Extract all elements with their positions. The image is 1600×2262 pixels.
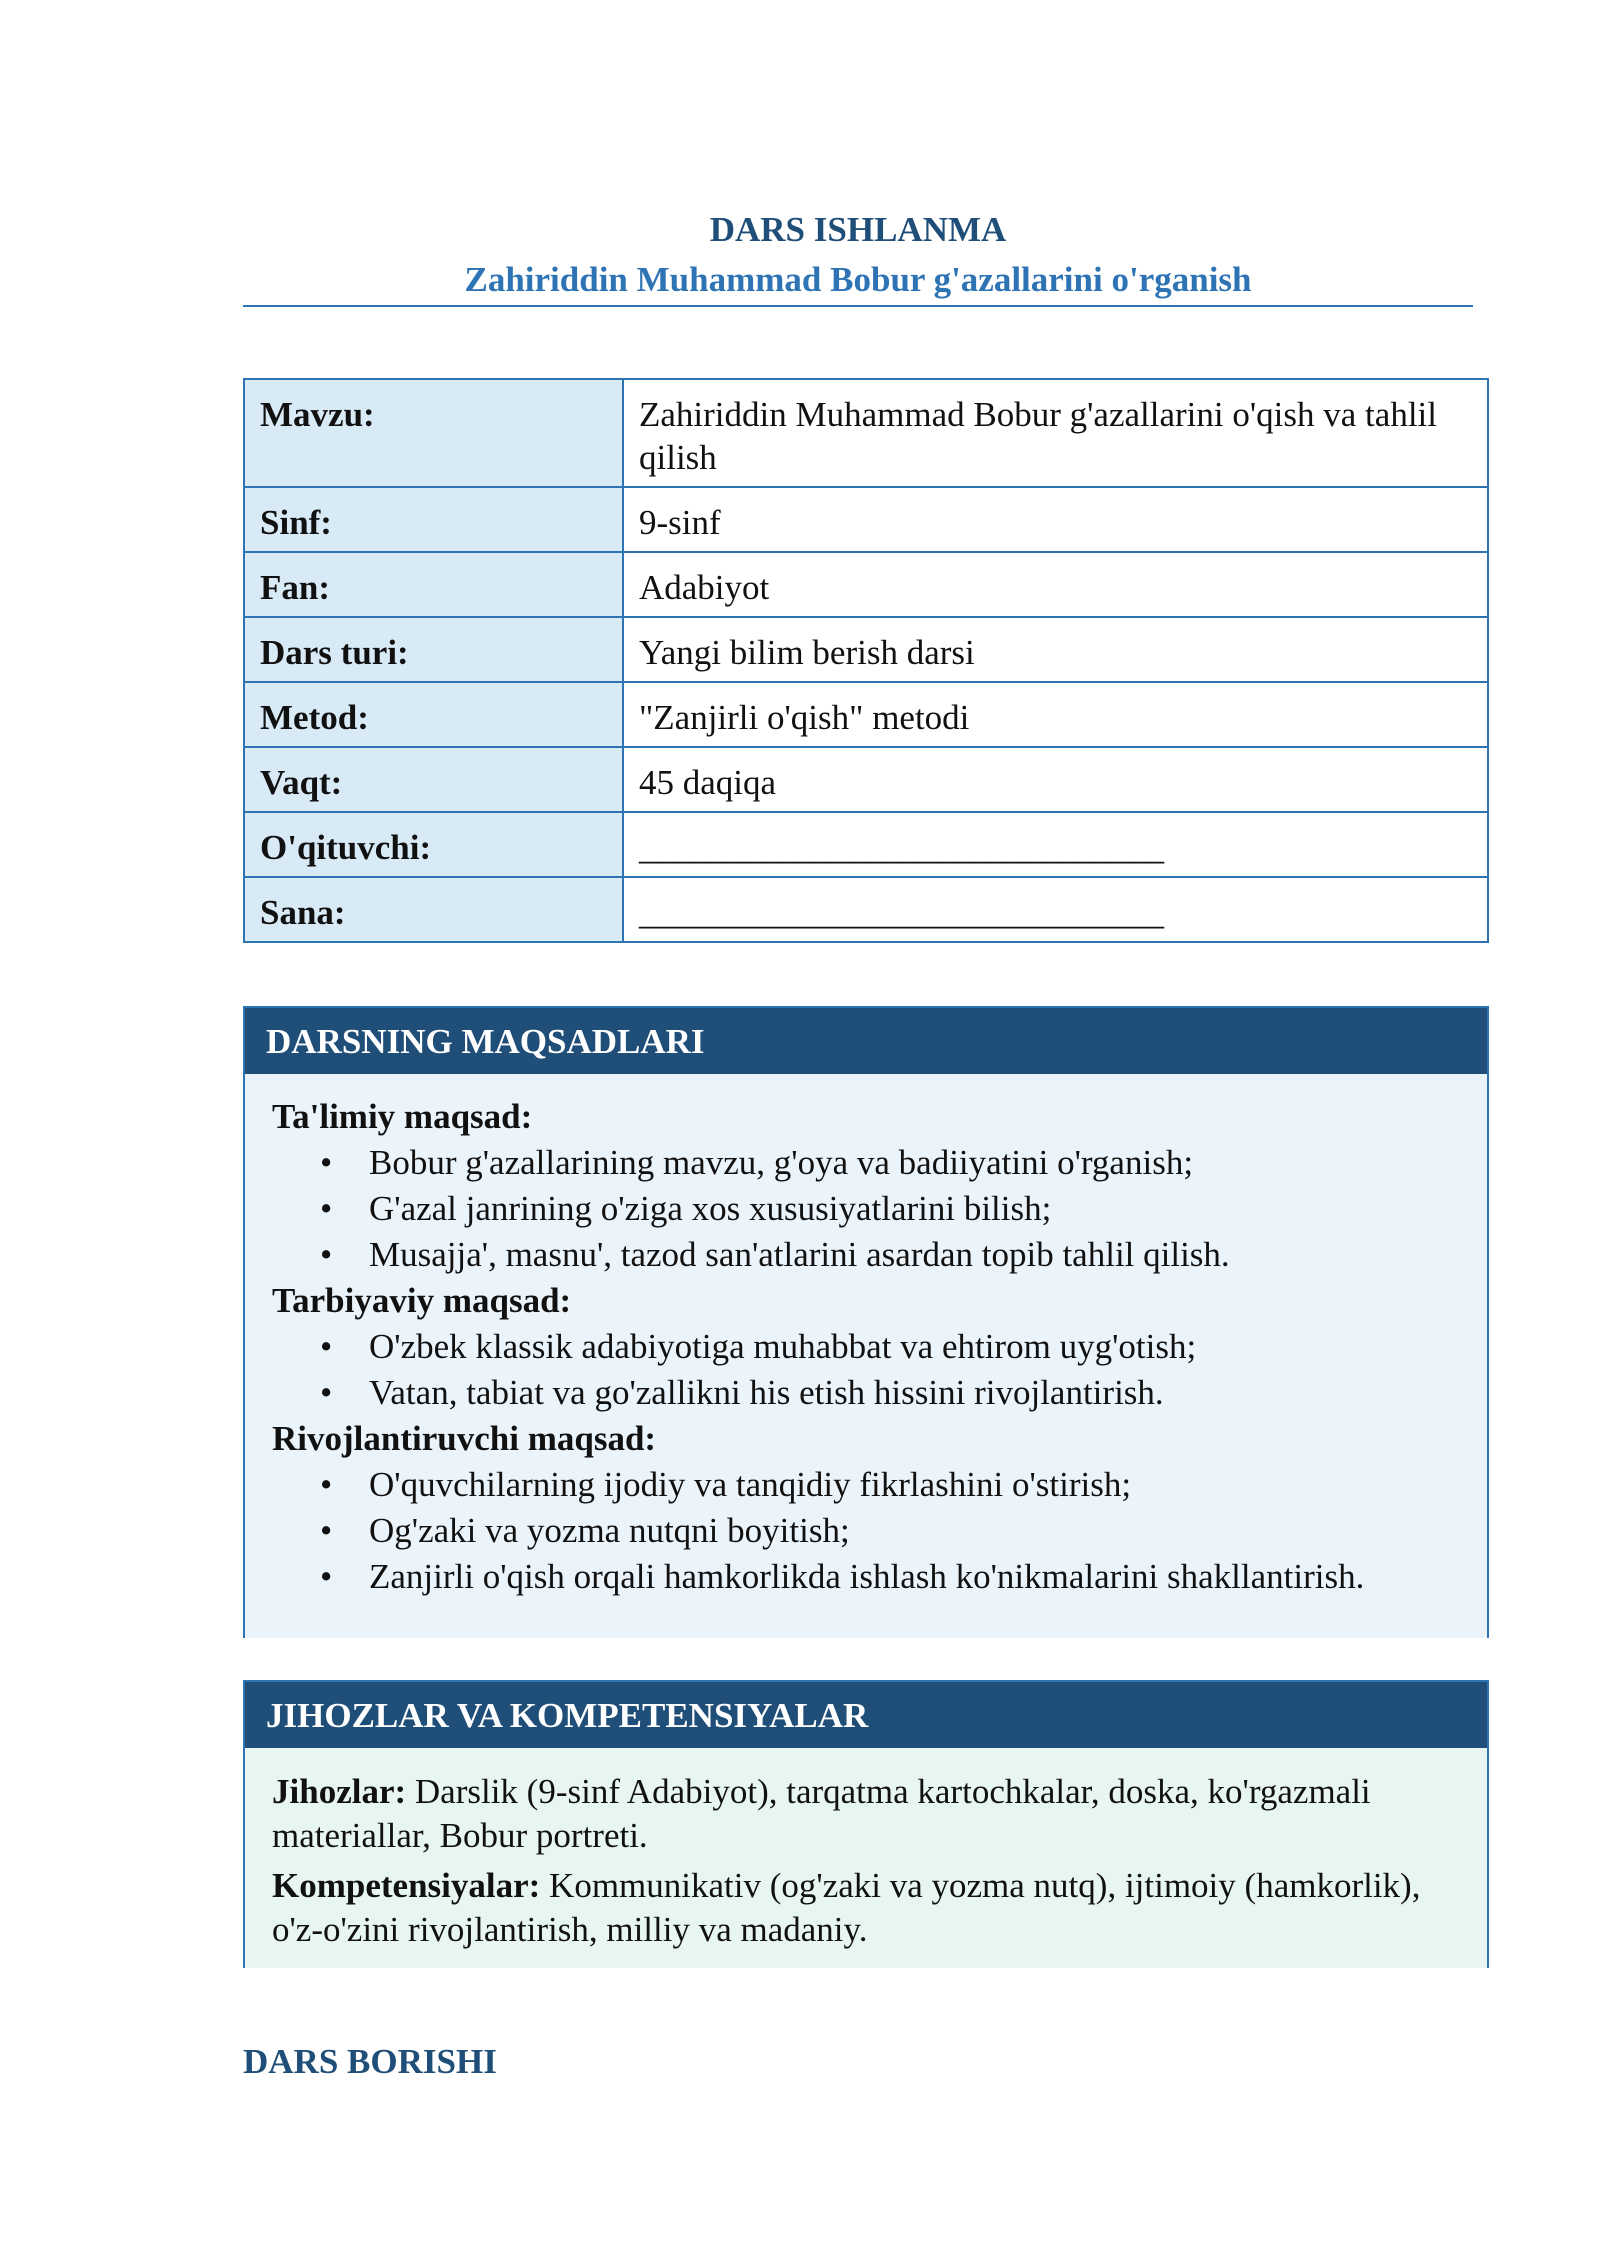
info-value-method: "Zanjirli o'qish" metodi [623,682,1488,747]
document-subtitle: Zahiriddin Muhammad Bobur g'azallarini o'rganish [464,260,1252,299]
educational-goal-list [272,1140,1460,1278]
info-value-time: 45 daqiqa [623,747,1488,812]
info-key-grade: Sinf: [244,487,623,552]
competencies-text: Kommunikativ (og'zaki va yozma nutq), ijtimoiy (hamkorlik), o'z-o'zini rivojlantirish, milliy va madaniy. [272,1866,1421,1949]
table-row [244,379,1488,487]
equipment-competencies-body [245,1748,1487,1968]
list-item: • G'azal janrining o'ziga xos xususiyatlarini bilish; [369,1186,1460,1232]
info-value-teacher: ______________________________ [623,812,1488,877]
developmental-goal-list [272,1462,1460,1600]
list-item: • Vatan, tabiat va go'zallikni his etish hissini rivojlantirish. [369,1370,1460,1416]
title-divider [243,305,1473,307]
lesson-info-table [243,378,1489,943]
equipment-competencies-box [243,1680,1489,1968]
list-item: • Zanjirli o'qish orqali hamkorlikda ishlash ko'nikmalarini shakllantirish. [369,1554,1460,1600]
info-key-teacher: O'qituvchi: [244,812,623,877]
info-value-date: ______________________________ [623,877,1488,942]
info-key-subject: Fan: [244,552,623,617]
list-item: • O'zbek klassik adabiyotiga muhabbat va ehtirom uyg'otish; [369,1324,1460,1370]
lesson-goals-body [245,1074,1487,1638]
info-key-lesson-type: Dars turi: [244,617,623,682]
developmental-goal-heading: Rivojlantiruvchi maqsad: [272,1419,657,1458]
info-value-grade: 9-sinf [623,487,1488,552]
table-row [244,812,1488,877]
info-value-lesson-type: Yangi bilim berish darsi [623,617,1488,682]
list-item: • Og'zaki va yozma nutqni boyitish; [369,1508,1460,1554]
info-key-topic: Mavzu: [244,379,623,487]
table-row [244,877,1488,942]
info-key-method: Metod: [244,682,623,747]
list-item: • O'quvchilarning ijodiy va tanqidiy fikrlashini o'stirish; [369,1462,1460,1508]
table-row [244,552,1488,617]
table-row [244,747,1488,812]
info-key-date: Sana: [244,877,623,942]
document-title: DARS ISHLANMA [709,210,1007,249]
list-item: • Musajja', masnu', tazod san'atlarini asardan topib tahlil qilish. [369,1232,1460,1278]
info-value-subject: Adabiyot [623,552,1488,617]
equipment-competencies-header: JIHOZLAR VA KOMPETENSIYALAR [245,1682,1487,1748]
equipment-paragraph [272,1770,1460,1858]
upbringing-goal-list [272,1324,1460,1416]
table-row [244,682,1488,747]
list-item: • Bobur g'azallarining mavzu, g'oya va badiiyatini o'rganish; [369,1140,1460,1186]
upbringing-goal-heading: Tarbiyaviy maqsad: [272,1281,572,1320]
competencies-paragraph [272,1864,1460,1952]
lesson-goals-box [243,1006,1489,1638]
lesson-progress-title: DARS BORISHI [243,2042,497,2081]
table-row [244,487,1488,552]
info-key-time: Vaqt: [244,747,623,812]
table-row [244,617,1488,682]
info-value-topic: Zahiriddin Muhammad Bobur g'azallarini o'qish va tahlil qilish [623,379,1488,487]
equipment-text: Darslik (9-sinf Adabiyot), tarqatma kartochkalar, doska, ko'rgazmali materiallar, Bobur portreti. [272,1772,1371,1855]
equipment-label: Jihozlar: [272,1772,407,1811]
lesson-goals-header: DARSNING MAQSADLARI [245,1008,1487,1074]
competencies-label: Kompetensiyalar: [272,1866,541,1905]
educational-goal-heading: Ta'limiy maqsad: [272,1097,533,1136]
